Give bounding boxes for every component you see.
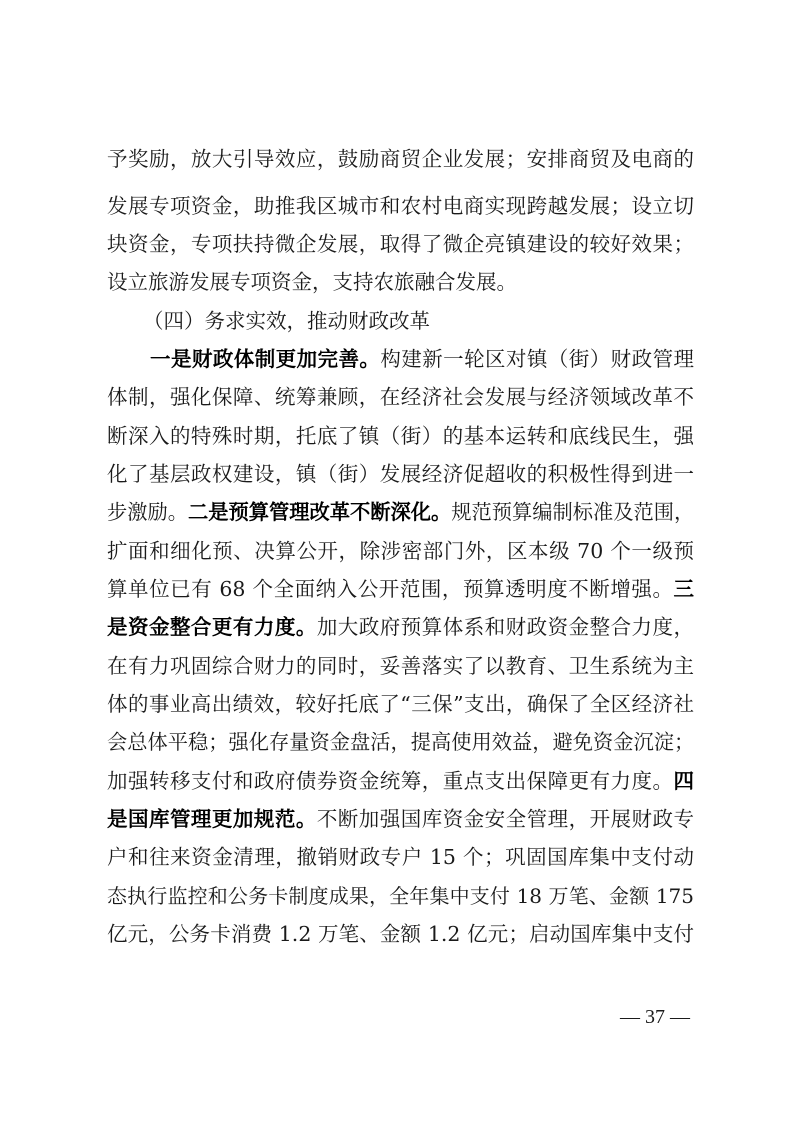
text-line-16: 会总体平稳；强化存量资金盘活，提高使用效益，避免资金沉淀； <box>107 730 694 754</box>
bold-lead-3b: 是资金整合更有力度。 <box>107 615 317 639</box>
page-number: — 37 — <box>620 1006 690 1028</box>
text-line-14: 在有力巩固综合财力的同时，妥善落实了以教育、卫生系统为主 <box>107 654 694 678</box>
text-line-13: 是资金整合更有力度。加大政府预算体系和财政资金整合力度， <box>107 615 694 639</box>
text-line-18: 是国库管理更加规范。不断加强国库资金安全管理，开展财政专 <box>107 807 694 831</box>
bold-lead-4a: 四 <box>673 769 694 793</box>
text-line-1: 予奖励，放大引导效应，鼓励商贸企业发展；安排商贸及电商的 <box>107 147 694 171</box>
text-line-8: 断深入的特殊时期，托底了镇（街）的基本运转和底线民生，强 <box>107 424 694 448</box>
text-line-6: 一是财政体制更加完善。构建新一轮区对镇（街）财政管理 <box>150 347 694 371</box>
text-line-11: 扩面和细化预、决算公开，除涉密部门外，区本级 70 个一级预 <box>107 539 694 563</box>
bold-lead-3a: 三 <box>673 577 694 601</box>
text-line-21: 亿元，公务卡消费 1.2 万笔、金额 1.2 亿元；启动国库集中支付 <box>107 922 694 946</box>
text-line-4: 设立旅游发展专项资金，支持农旅融合发展。 <box>107 270 517 294</box>
text-line-12: 算单位已有 68 个全面纳入公开范围，预算透明度不断增强。三 <box>107 577 694 601</box>
text-line-17: 加强转移支付和政府债券资金统筹，重点支出保障更有力度。四 <box>107 769 694 793</box>
bold-lead-4b: 是国库管理更加规范。 <box>107 807 317 831</box>
bold-lead-1: 一是财政体制更加完善。 <box>150 347 381 371</box>
text-line-19: 户和往来资金清理，撤销财政专户 15 个；巩固国库集中支付动 <box>107 845 694 869</box>
text-line-3: 块资金，专项扶持微企发展，取得了微企亮镇建设的较好效果； <box>107 232 694 256</box>
text-line-15: 体的事业高出绩效，较好托底了“三保”支出，确保了全区经济社 <box>107 692 694 716</box>
text-line-7: 体制，强化保障、统筹兼顾，在经济社会发展与经济领域改革不 <box>107 385 694 409</box>
bold-lead-2: 二是预算管理改革不断深化。 <box>188 500 452 524</box>
text-line-10: 步激励。二是预算管理改革不断深化。规范预算编制标准及范围， <box>107 500 694 524</box>
text-line-2: 发展专项资金，助推我区城市和农村电商实现跨越发展；设立切 <box>107 194 694 218</box>
text-line-20: 态执行监控和公务卡制度成果，全年集中支付 18 万笔、金额 175 <box>107 884 694 908</box>
text-line-9: 化了基层政权建设，镇（街）发展经济促超收的积极性得到进一 <box>107 462 694 486</box>
section-heading: （四）务求实效，推动财政改革 <box>143 309 430 333</box>
